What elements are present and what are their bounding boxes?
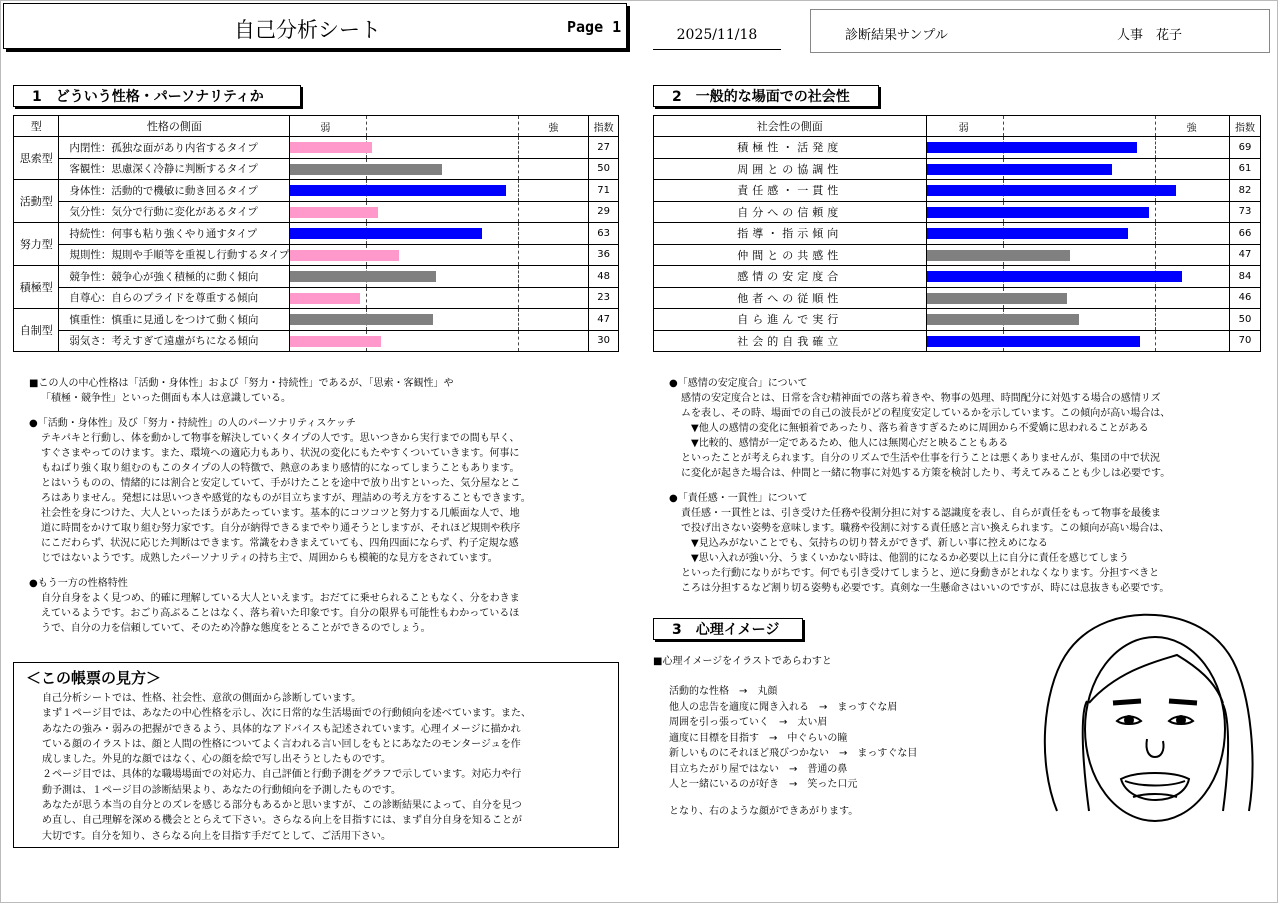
personality-bar [290,207,378,218]
text-line: 責任感・一貫性とは、引き受けた任務や役割分担に対する認識度を表し、自らが責任をもって物事を最後ま [681,508,1161,519]
personality-sketch [29,376,531,636]
bar-cell [290,158,589,180]
text-line: 大切です。自分を知り、さらなる向上を目指す手だてとして、ご活用下さい。 [42,830,391,842]
bar-cell [926,309,1229,331]
text-line: 感情の安定度合とは、日常を含む精神面での落ち着きや、物事の処理、時間配分に対処する場合の感情リズ [681,393,1161,404]
bar-cell [290,244,589,266]
sociability-row [654,287,1261,309]
personality-row [14,180,619,202]
aspect-label: 自尊心：自らのプライドを尊重する傾向 [59,287,290,309]
text-line: 適度に目標を目指す → 中ぐらいの瞳 [669,732,848,744]
text-line [29,406,531,416]
bar-cell [290,266,589,288]
bar-cell [926,244,1229,266]
text-line [669,481,1170,491]
bar-cell [926,180,1229,202]
personality-bar [290,271,436,282]
text-line: すぐさまやってのけます。また、環境への適応力もあり、状況の変化にもたやすくついていきます。何事に [41,448,520,459]
type-cell: 努力型 [14,223,59,266]
col-index-2: 指数 [1230,116,1261,137]
personality-row [14,223,619,245]
index-value: 61 [1230,158,1261,180]
index-value: 46 [1230,287,1261,309]
text-line: ムを表し、その時、場面での自己の波長がどの程度安定しているかを示しています。この傾向が高い場合は、 [681,408,1171,419]
aspect-label: 気分性：気分で行動に変化があるタイプ [59,201,290,223]
social-aspect-label: 責任感・一貫性 [654,180,927,202]
social-aspect-label: 積極性・活発度 [654,137,927,159]
info-box [810,9,1270,53]
sample-label: 診断結果サンプル [845,28,948,43]
sociability-bar [927,185,1176,196]
sociability-row [654,137,1261,159]
sociability-bar [927,250,1070,261]
sociability-row [654,330,1261,352]
text-line: といった行動になりがちです。何でも引き受けてしまうと、逆に身動きがとれなくなります。分担すべきと [681,568,1160,579]
social-aspect-label: 仲間との共感性 [654,244,927,266]
bar-cell [926,266,1229,288]
sociability-row [654,201,1261,223]
index-value: 70 [1230,330,1261,352]
personality-row [14,266,619,288]
personality-bar [290,250,399,261]
personality-row [14,287,619,309]
index-value: 47 [589,309,619,331]
social-aspect-label: 自ら進んで実行 [654,309,927,331]
section2-title: 2 一般的な場面での社会性 [653,85,879,107]
explanation-title: ＜この帳票の見方＞ [26,669,162,687]
section3-title: 3 心理イメージ [653,618,803,640]
social-aspect-label: 他者への従順性 [654,287,927,309]
text-line: えているようです。おごり高ぶることはなく、落ち着いた印象です。自分の限界も可能性もわかっているほ [41,608,520,619]
type-cell: 活動型 [14,180,59,223]
text-line: で投げ出さない姿勢を意味します。職務や役割に対する責任感と言い換えられます。この傾向が高い場合は、 [681,523,1170,534]
personality-bar [290,164,442,175]
text-line: 動予測は、１ページ目の診断結果より、あなたの行動傾向を予測したものです。 [42,784,401,796]
bar-cell [926,287,1229,309]
text-line: ▼他人の感情の変化に無頓着であったり、落ち着きすぎるために周囲から不愛嬌に思われることがある [681,423,1149,434]
text-line: 活動的な性格 → 丸顔 [669,686,778,697]
text-line: じではないようです。成熟したパーソナリティの持ち主で、周囲からも模範的な見方をされています。 [41,553,498,564]
index-value: 82 [1230,180,1261,202]
index-value: 47 [1230,244,1261,266]
type-cell: 思索型 [14,137,59,180]
text-line: 人と一緒にいるのが好き → 笑った口元 [669,779,858,790]
bar-cell [290,287,589,309]
text-line: ●「責任感・一貫性」について [669,493,808,504]
text-line: 自己分析シートでは、性格、社会性、意欲の側面から診断しています。 [42,693,362,704]
aspect-label: 慎重性：慎重に見通しをつけて動く傾向 [59,309,290,331]
text-line: にこだわらず、状況に応じた判断はできます。常識をわきまえていても、四角四面にならず、杓子定規な感 [41,538,519,549]
bar-cell [926,223,1229,245]
text-line: ▼見込みがないことでも、気持ちの切り替えができず、新しい事に控えめになる [681,538,1048,549]
text-line: 成しました。外見的な顔ではなく、心の顔を絵で写し出そうとしたものです。 [42,754,391,766]
explanation-text [42,691,531,844]
bar-cell [290,137,589,159]
sociability-bar [927,314,1079,325]
text-line: ●「活動・身体性」及び「努力・持続性」の人のパーソナリティスケッチ [29,418,356,429]
text-line: といったことが考えられます。自分のリズムで生活や仕事を行うことは悪くありませんが、集団の中で状況 [681,453,1160,464]
bar-cell [290,201,589,223]
report-date: 2025/11/18 [653,11,781,50]
index-value: 36 [589,244,619,266]
sociability-bar [927,207,1149,218]
type-cell: 自制型 [14,309,59,352]
text-line: まず１ページ目では、あなたの中心性格を示し、次に日常的な生活場面での行動傾向を述べています。また、 [42,708,531,720]
sociability-bar [927,271,1182,282]
text-line: 目立ちたがり屋ではない → 普通の鼻 [669,763,848,775]
bar-cell [926,158,1229,180]
index-value: 50 [1230,309,1261,331]
social-aspect-label: 感情の安定度合 [654,266,927,288]
personality-row [14,201,619,223]
sociability-bar [927,142,1137,153]
index-value: 50 [589,158,619,180]
scale-header [290,116,589,137]
strong-label-2: 強 [1186,123,1197,134]
text-line: に変化が起きた場合は、仲間と一緒に物事に対処する方策を検討したり、考えてみることも少しは必要です。 [681,468,1171,479]
text-line: ころは分担するなど割り切る姿勢も必要です。真剣な一生懸命さはいいのですが、時には息抜きも必要です。 [681,583,1170,594]
text-line: とはいうものの、情緒的には割合と安定していて、手がけたことを途中で放り出すといった、気分屋なとこ [41,478,521,489]
col-type: 型 [14,116,59,137]
text-line: 社会性を身につけた、大人といったほうがあたっています。基本的にコツコツと努力する几帳面な人で、地 [41,508,520,519]
personality-table [13,115,619,352]
sociability-comments [669,376,1170,596]
aspect-label: 規則性：規則や手順等を重視し行動するタイプ [59,244,290,266]
personality-bar [290,336,381,347]
personality-header-row [14,116,619,137]
text-line [29,566,531,576]
personality-row [14,158,619,180]
personality-bar [290,185,506,196]
image-intro: ■心理イメージをイラストであらわすと [653,656,832,667]
image-outro: となり、右のような顔ができあがります。 [669,806,859,817]
personality-row [14,137,619,159]
title-box [3,3,627,49]
explanation-box [13,662,619,848]
text-line: あなたが思う本当の自分とのズレを感じる部分もあるかと思いますが、この診断結果によって、自分を見つ [42,800,522,812]
text-line: 他人の忠告を適度に聞き入れる → まっすぐな眉 [669,701,898,713]
aspect-label: 内閉性：孤独な面があり内省するタイプ [59,137,290,159]
text-line: ２ページ目では、具体的な職場場面での対応力、自己評価と行動予測をグラフで示しています。対応力や行 [42,769,522,781]
personality-bar [290,228,482,239]
personality-bar [290,314,433,325]
aspect-label: 競争性：競争心が強く積極的に動く傾向 [59,266,290,288]
text-line: ろはありません。発想には思いつきや感覚的なものが目立ちますが、理詰めの考え方をすることもできます。 [41,493,531,504]
text-line: め直し、自己理解を深める機会ととらえて下さい。さらなる向上を目指すには、まず自分自身を知ることが [42,815,522,827]
bar-cell [290,309,589,331]
sociability-bar [927,164,1112,175]
sociability-row [654,266,1261,288]
bar-cell [926,201,1229,223]
text-line: ▼比較的、感情が一定であるため、他人には無関心だと映ることもある [681,438,1009,449]
person-name: 人事 花子 [1117,28,1183,43]
social-aspect-label: 指導・指示傾向 [654,223,927,245]
index-value: 69 [1230,137,1261,159]
index-value: 71 [589,180,619,202]
strong-label: 強 [548,123,559,134]
page-title: 自己分析シート [234,18,381,42]
index-value: 29 [589,201,619,223]
aspect-label: 弱気さ：考えすぎて遠慮がちになる傾向 [59,330,290,352]
text-line: ■この人の中心性格は「活動・身体性」および「努力・持続性」であるが、「思索・客観性」や [29,378,454,389]
text-line: もねばり強く取り組むのもこのタイプの人の特徴で、熱意のあまり感情的になってしまうこともあります。 [41,463,520,474]
sociability-bar [927,336,1140,347]
face-illustration-icon [1037,611,1267,833]
type-cell: 積極型 [14,266,59,309]
personality-row [14,309,619,331]
sociability-table [653,115,1261,352]
text-line: 周囲を引っ張っていく → 太い眉 [669,717,828,728]
social-aspect-label: 自分への信頼度 [654,201,927,223]
social-aspect-label: 社会的自我確立 [654,330,927,352]
weak-label-2: 弱 [958,123,969,134]
bar-cell [290,223,589,245]
bar-cell [290,330,589,352]
text-line: 新しいものにそれほど飛びつかない → まっすぐな目 [669,748,918,759]
personality-bar [290,293,360,304]
page-number: Page 1 [567,18,622,36]
col-aspect: 性格の側面 [59,116,290,137]
col-social-aspect: 社会性の側面 [654,116,927,137]
sociability-header-row [654,116,1261,137]
index-value: 84 [1230,266,1261,288]
index-value: 48 [589,266,619,288]
bar-cell [290,180,589,202]
col-index: 指数 [589,116,619,137]
bar-cell [926,330,1229,352]
personality-bar [290,142,372,153]
personality-row [14,244,619,266]
weak-label: 弱 [320,123,331,134]
text-line: あなたの強み・弱みの把握ができるよう、具体的なアドバイスも記述されています。心理イメージに描かれ [42,723,521,735]
aspect-label: 客観性：思慮深く冷静に判断するタイプ [59,158,290,180]
sociability-bar [927,228,1128,239]
sociability-row [654,180,1261,202]
aspect-label: 身体性：活動的で機敏に動き回るタイプ [59,180,290,202]
text-line: テキパキと行動し、体を動かして物事を解決していくタイプの人です。思いつきから実行までの間も早く、 [41,433,520,444]
text-line: 「積極・競争性」といった側面も本人は意識している。 [41,393,291,404]
text-line: ●もう一方の性格特性 [29,578,128,589]
text-line: 道に時間をかけて取り組む努力家です。自分が納得できるまでやり通そうとしますが、それほど規則や秩序 [41,523,521,534]
bar-cell [926,137,1229,159]
sociability-row [654,223,1261,245]
sociability-row [654,309,1261,331]
index-value: 23 [589,287,619,309]
text-line: ●「感情の安定度合」について [669,378,808,389]
index-value: 66 [1230,223,1261,245]
index-value: 30 [589,330,619,352]
sociability-bar [927,293,1067,304]
index-value: 63 [589,223,619,245]
index-value: 27 [589,137,619,159]
text-line: 自分自身をよく見つめ、的確に理解している大人といえます。おだてに乗せられることもなく、分をわきま [41,593,520,604]
scale-header-2 [926,116,1229,137]
aspect-label: 持続性：何事も粘り強くやり通すタイプ [59,223,290,245]
image-items [669,684,917,793]
index-value: 73 [1230,201,1261,223]
sociability-row [654,158,1261,180]
text-line: ▼思い入れが強い分、うまくいかない時は、他罰的になるか必要以上に自分に責任を感じてしまう [681,553,1129,564]
section1-title: 1 どういう性格・パーソナリティか [13,85,301,107]
text-line: うで、自分の力を信頼していて、そのため冷静な態度をとることができるのでしょう。 [41,623,431,634]
sociability-row [654,244,1261,266]
personality-row [14,330,619,352]
social-aspect-label: 周囲との協調性 [654,158,927,180]
text-line: ている顔のイラストは、顔と人間の性格についてよく言われる言い回しをもとにあなたのモンタージュを作 [42,738,521,750]
